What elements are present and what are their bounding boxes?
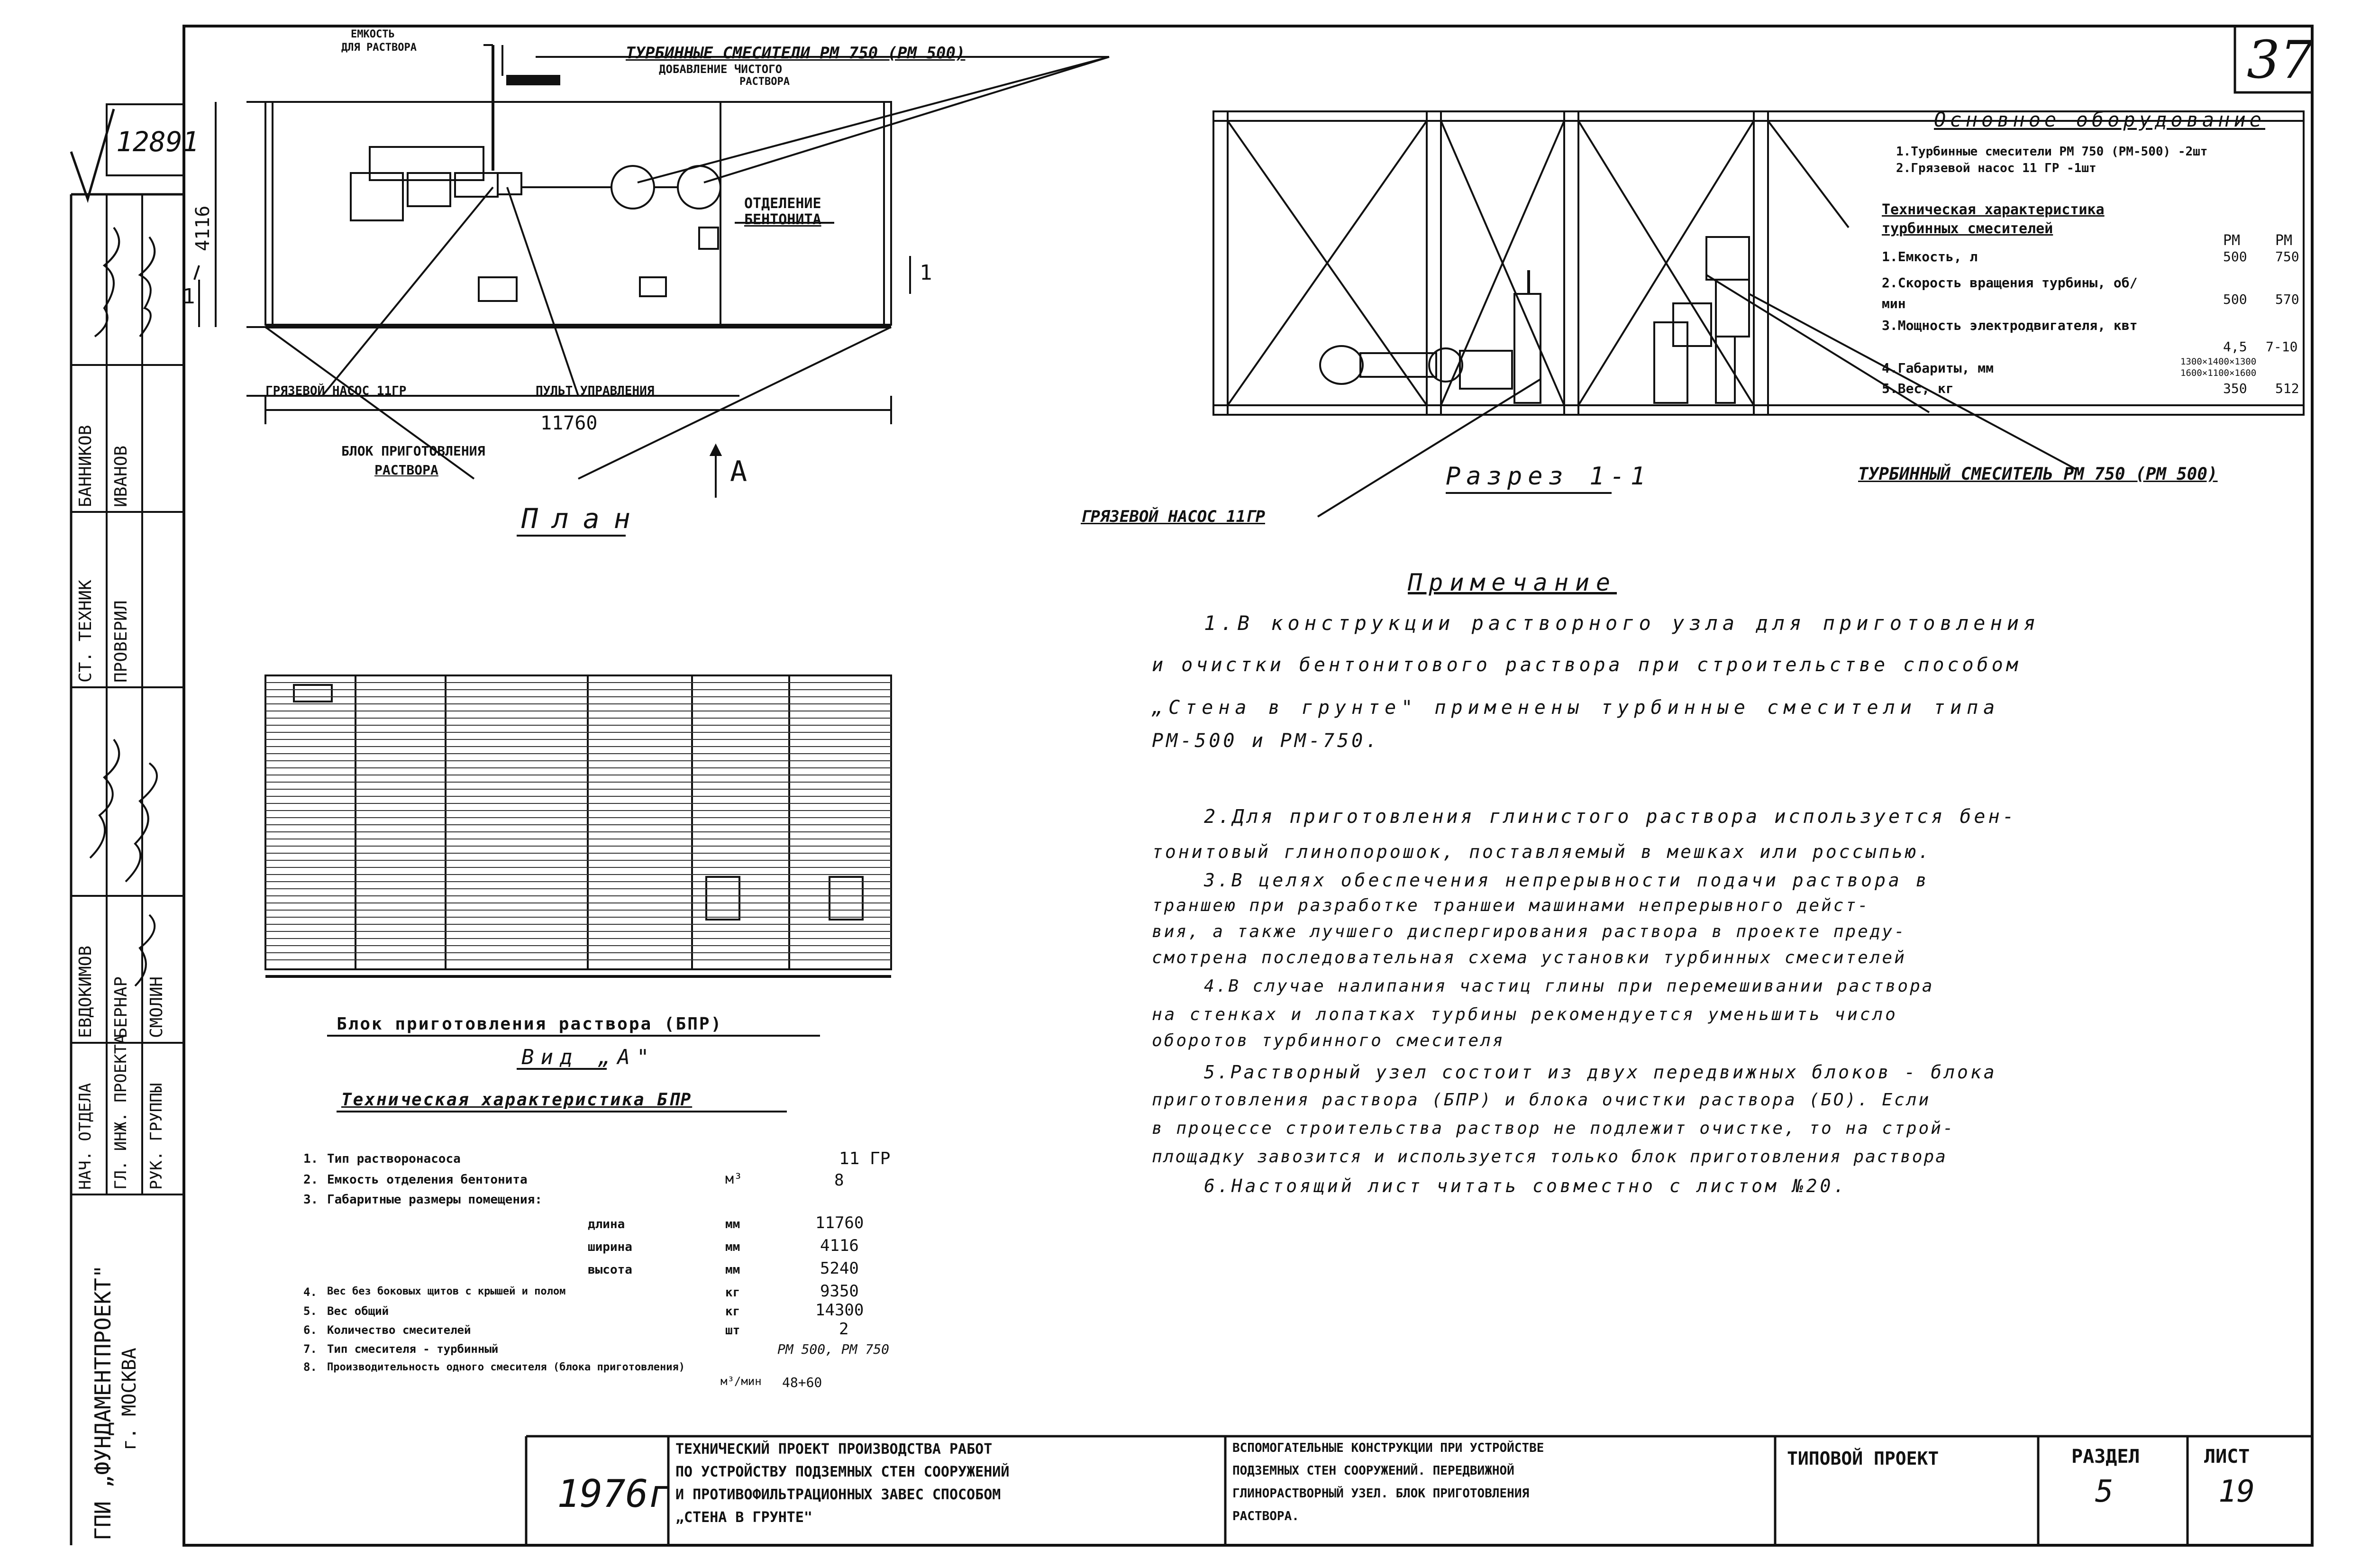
bpr-row-11-label: Производительность одного смесителя (блока приготовления) <box>327 1361 685 1373</box>
bpr-row-3-n: 3. <box>303 1193 319 1207</box>
bpr-row-11-value: 48+60 <box>782 1375 822 1390</box>
siding-hatch <box>265 683 891 960</box>
bpr-row-10-value: РМ 500, РМ 750 <box>777 1341 890 1357</box>
note-line-13: оборотов турбинного смесителя <box>1152 1031 1505 1050</box>
equipment-row-4-a: 1300×1400×1300 <box>2180 356 2257 367</box>
bpr-row-8-unit: кг <box>725 1304 740 1319</box>
view-a-title: Блок приготовления раствора (БПР) <box>337 1014 723 1034</box>
note-line-12: на стенках и лопатках турбины рекомендуется уменьшить число <box>1152 1005 1898 1024</box>
plan-clean-add-1: ДОБАВЛЕНИЕ ЧИСТОГО <box>659 63 783 76</box>
plan-section-mark-right: 1 <box>920 261 932 285</box>
sig-name-5: БЕРНАР <box>111 976 131 1038</box>
note-line-11: 4.В случае налипания частиц глины при перемешивании раствора <box>1204 976 1934 996</box>
sheet-number-top: 37 <box>2247 29 2313 90</box>
section-mixer-label: ТУРБИННЫЙ СМЕСИТЕЛЬ РМ 750 (РМ 500) <box>1858 465 2218 484</box>
equipment-col-a: РМ <box>2223 232 2241 249</box>
sheet-desc-line-4: РАСТВОРА. <box>1232 1509 1299 1523</box>
equipment-title: Основное оборудование <box>1934 108 2266 131</box>
bpr-row-1-label: Тип растворонасоса <box>327 1152 461 1166</box>
org-name: ГПИ „ФУНДАМЕНТПРОЕКТ" <box>90 1265 116 1541</box>
bpr-row-8-n: 5. <box>303 1304 317 1318</box>
equipment-row-1-b: 750 <box>2275 249 2299 264</box>
bpr-row-6-label: высота <box>588 1263 632 1277</box>
bpr-row-7-n: 4. <box>303 1285 317 1299</box>
project-line-3: И ПРОТИВОФИЛЬТРАЦИОННЫХ ЗАВЕС СПОСОБОМ <box>675 1486 1001 1503</box>
section-title: Разрез 1-1 <box>1446 462 1651 491</box>
project-line-4: „СТЕНА В ГРУНТЕ" <box>675 1509 812 1526</box>
sig-role-2: ГЛ. ИНЖ. ПРОЕКТА <box>111 1034 130 1190</box>
bpr-row-7-label: Вес без боковых щитов с крышей и полом <box>327 1285 566 1297</box>
equipment-tech-title-2: турбинных смесителей <box>1882 220 2053 237</box>
bpr-row-9-value: 2 <box>839 1320 849 1339</box>
plan-bentonite-1: ОТДЕЛЕНИЕ <box>744 195 821 212</box>
bpr-row-7-unit: кг <box>725 1285 740 1300</box>
equipment-row-3-a: 4,5 <box>2223 339 2247 355</box>
note-line-2: и очистки бентонитового раствора при строительстве способом <box>1152 654 2021 676</box>
bpr-row-9-n: 6. <box>303 1323 317 1337</box>
plan-dim-length: 11760 <box>540 412 598 434</box>
bpr-row-4-value: 11760 <box>815 1213 864 1232</box>
sig-name-1: БАННИКОВ <box>76 425 95 507</box>
bpr-row-1-n: 1. <box>303 1152 319 1166</box>
note-line-1: 1.В конструкции растворного узла для приготовления <box>1204 611 2041 635</box>
bpr-row-8-value: 14300 <box>815 1301 864 1320</box>
equipment-row-4-b: 1600×1100×1600 <box>2180 368 2257 378</box>
sig-name-2: ИВАНОВ <box>111 445 131 507</box>
plan-section-mark-left: 1 <box>182 284 195 309</box>
equipment-row-1-a: 500 <box>2223 249 2247 264</box>
equipment-col-b: РМ <box>2275 232 2293 249</box>
bpr-row-5-value: 4116 <box>820 1236 859 1255</box>
note-line-18: 6.Настоящий лист читать совместно с листом №20. <box>1204 1176 1848 1196</box>
title-block-sheet-label: ЛИСТ <box>2204 1446 2250 1468</box>
sig-role-5: РУК. ГРУППЫ <box>147 1083 166 1190</box>
equipment-row-2-a: 500 <box>2223 292 2247 307</box>
plan-dim-width: 4116 <box>192 205 214 251</box>
bpr-row-4-label: длина <box>588 1217 625 1231</box>
sig-name-6: СМОЛИН <box>147 976 166 1038</box>
bpr-row-7-value: 9350 <box>820 1282 859 1301</box>
title-block-sheet-value: 19 <box>2218 1474 2255 1509</box>
bpr-row-5-label: ширина <box>588 1240 632 1254</box>
note-line-17: площадку завозится и используется только блок приготовления раствора <box>1152 1147 1947 1167</box>
sheet-desc-line-1: ВСПОМОГАТЕЛЬНЫЕ КОНСТРУКЦИИ ПРИ УСТРОЙСТВЕ <box>1232 1441 1544 1455</box>
bpr-row-11-n: 8. <box>303 1360 317 1374</box>
note-line-3: „Стена в грунте" применены турбинные смесители типа <box>1152 697 2000 719</box>
equipment-row-1-label: 1.Емкость, л <box>1882 249 1978 264</box>
plan-block-1: БЛОК ПРИГОТОВЛЕНИЯ <box>341 443 485 459</box>
note-line-15: приготовления раствора (БПР) и блока очистки раствора (БО). Если <box>1152 1090 1931 1110</box>
equipment-row-5-label: 5.Вес, кг <box>1882 381 1954 396</box>
equipment-row-3-label: 3.Мощность электродвигателя, квт <box>1882 318 2138 333</box>
view-a-wall <box>265 675 891 969</box>
note-line-7: 3.В целях обеспечения непрерывности подачи раствора в <box>1204 870 1930 891</box>
title-block-year: 1976г <box>557 1472 671 1516</box>
plan-title: План <box>521 502 645 535</box>
plan-tank-label-1: ЕМКОСТЬ <box>351 28 395 40</box>
note-line-8: траншею при разработке траншеи машинами непрерывного дейст- <box>1152 896 1870 915</box>
bpr-row-2-value: 8 <box>834 1171 844 1190</box>
equipment-tech-title-1: Техническая характеристика <box>1882 201 2105 218</box>
equipment-row-2-label: 2.Скорость вращения турбины, об/мин <box>1882 275 2138 311</box>
note-line-14: 5.Растворный узел состоит из двух передвижных блоков - блока <box>1204 1062 1997 1083</box>
bpr-row-11-unit: м³/мин <box>720 1375 762 1388</box>
bpr-row-2-label: Емкость отделения бентонита <box>327 1173 528 1187</box>
note-line-4: РМ-500 и РМ-750. <box>1152 730 1380 752</box>
bpr-row-3-label: Габаритные размеры помещения: <box>327 1193 542 1207</box>
equipment-row-2-b: 570 <box>2275 292 2299 307</box>
section-pump-label: ГРЯЗЕВОЙ НАСОС 11ГР <box>1081 507 1265 526</box>
org-city: г. МОСКВА <box>118 1348 140 1450</box>
equipment-row-3-b: 7-10 <box>2266 339 2298 355</box>
bpr-row-4-unit: мм <box>725 1217 740 1231</box>
title-block-section-label: РАЗДЕЛ <box>2071 1446 2140 1468</box>
bpr-row-1-value: 11 ГР <box>839 1149 891 1168</box>
note-line-5: 2.Для приготовления глинистого раствора используется бен- <box>1204 806 2017 828</box>
bpr-row-9-label: Количество смесителей <box>327 1323 471 1337</box>
bpr-row-10-label: Тип смесителя - турбинный <box>327 1342 499 1356</box>
bpr-row-5-unit: мм <box>725 1240 740 1254</box>
bpr-row-2-n: 2. <box>303 1173 319 1187</box>
plan-block-2: РАСТВОРА <box>374 462 438 478</box>
sig-role-3: СТ. ТЕХНИК <box>76 580 95 683</box>
project-line-1: ТЕХНИЧЕСКИЙ ПРОЕКТ ПРОИЗВОДСТВА РАБОТ <box>675 1441 993 1458</box>
equipment-row-5-a: 350 <box>2223 381 2247 396</box>
plan-control: ПУЛЬТ УПРАВЛЕНИЯ <box>536 384 655 398</box>
bpr-row-2-unit: м³ <box>725 1171 743 1187</box>
bpr-row-6-value: 5240 <box>820 1259 859 1278</box>
note-line-16: в процессе строительства раствор не подлежит очистке, то на строй- <box>1152 1119 1955 1138</box>
note-line-9: вия, а также лучшего диспергирования раствора в проекте преду- <box>1152 922 1906 941</box>
plan-bentonite-2: БЕНТОНИТА <box>744 211 821 228</box>
note-line-6: тонитовый глинопорошок, поставляемый в мешках или россыпью. <box>1152 841 1932 862</box>
bpr-row-10-n: 7. <box>303 1342 317 1356</box>
plan-view-mark: А <box>730 455 747 488</box>
notes-title: Примечание <box>1408 569 1617 596</box>
project-line-2: ПО УСТРОЙСТВУ ПОДЗЕМНЫХ СТЕН СООРУЖЕНИЙ <box>675 1464 1010 1480</box>
title-block-section-value: 5 <box>2095 1474 2114 1509</box>
view-a-subtitle: Вид „А" <box>521 1045 656 1069</box>
bpr-row-9-unit: шт <box>725 1323 740 1338</box>
sig-name-3: ПРОВЕРИЛ <box>111 600 131 683</box>
note-line-10: смотрена последовательная схема установки турбинных смесителей <box>1152 948 1906 967</box>
equipment-row-4-label: 4.Габариты, мм <box>1882 360 1994 376</box>
equipment-item-2: 2.Грязевой насос 11 ГР -1шт <box>1896 161 2097 175</box>
plan-tank-label-2: ДЛЯ РАСТВОРА <box>341 42 417 54</box>
bpr-row-8-label: Вес общий <box>327 1304 389 1318</box>
bpr-title: Техническая характеристика БПР <box>341 1090 693 1110</box>
plan-mud-pump: ГРЯЗЕВОЙ НАСОС 11ГР <box>265 384 407 398</box>
archive-number: 12891 <box>116 126 199 158</box>
bpr-row-6-unit: мм <box>725 1263 740 1277</box>
plan-mixers-label: ТУРБИННЫЕ СМЕСИТЕЛИ РМ 750 (РМ 500) <box>626 44 966 63</box>
sig-role-1: НАЧ. ОТДЕЛА <box>76 1083 95 1190</box>
sheet-frame <box>184 26 2312 1545</box>
equipment-item-1: 1.Турбинные смесители РМ 750 (РМ-500) -2шт <box>1896 145 2208 159</box>
equipment-row-5-b: 512 <box>2275 381 2299 396</box>
sheet-desc-line-2: ПОДЗЕМНЫХ СТЕН СООРУЖЕНИЙ. ПЕРЕДВИЖНОЙ <box>1232 1464 1514 1478</box>
title-block-type: ТИПОВОЙ ПРОЕКТ <box>1787 1448 1939 1469</box>
sig-name-4: ЕВДОКИМОВ <box>76 945 95 1038</box>
plan-clean-add-2: РАСТВОРА <box>739 76 790 88</box>
sheet-desc-line-3: ГЛИНОРАСТВОРНЫЙ УЗЕЛ. БЛОК ПРИГОТОВЛЕНИЯ <box>1232 1486 1530 1501</box>
